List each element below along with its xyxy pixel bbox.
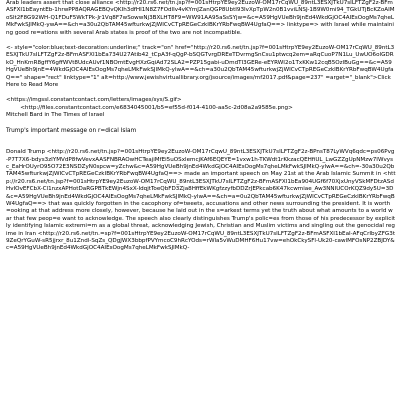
paragraph-image-links-byline: <https://imgssl.constantcontact.com/letters/images/sys/S.gif> <http://files.constantcontact.com/e6834045001/b5=ef55d-f014-4100-aa5c-2d08a2a9585e.png> Mitchell Bard in The Times of Israel xyxy=(6,97,293,119)
article-heading: Trump's important message on r=dical Islam xyxy=(6,127,137,134)
paragraph-read-more-link: <- style="color:blue;text-decoration:underline;" track="on" href="http://r20.rs6.net/tn.jsp?f=001sHtrpYE9ey2EuzoW-OM17rCqWU_89ntL3ESXJTkU7sILFTZgF2z-BFmASFXI1bEa734U27Atib42_tCpA3f-qQgP-bSQGTvrgDREeTDvrmgSnCsu1ptwcq2em=aRqCuoP7N1Lu_UwUO6olGDRkO_HnKrnR8gffY6gffWVt8UdcAUvf1NBOmtEvgHXzGqiAd72SLA2=PZP15gabi-uDmdTI3GERe-eEYRWI2o1TxKKw12cqB5OzlBuGg==&c=A59HgVUeBh9jnE=4WkdGjOC4AIEsOogMs7qheLMkFwkSJlMkQ-ylwA==&ch=a30u2QbTAM45wfturkwjZjWICvCTpREGeCzkIBKrYRbFwqBW4UgfaQ==" shape="rect" linktype="1" alt=http://www.jewishvirtuallibrary.org/jsource/images/mf2017.pdf&page=237" =arget="_blank">Click Here to Read More xyxy=(6,45,395,89)
paragraph-trump-speech: Donald Trump <http://r20.rs6.net/tn.jsp?=001sHtrpYE9ey2EuzoW-OM17rCqwU_89ntL3ESXJTkU7sILFTZgF2z-BPnsT87LyWVq6qdc=ps06Pvg-P7T7X6-bdys3zIYMVdP8fwVevxAASFNBRAOwHCTeajiMfEi5uOSxlemcjKAf6EQEYE=1vxw1h-TKWdt1rKkzacQEHfiUL_LwGZZgUpNMzw7IWvysc_EaHrOUyrO95O72E3NSDZyN0spcw=yZchw&c=A59HgVUeBh9jnEd4WkdGjOC4AIEsOogMs7qheLMkFwkSJlMkQ-ylwA==&ch=-30a30u2QbTAM45wfturkwjZjWICvCTpREGeCzkIBKrYRbFwqBW4UgfaQ==> made an important speech on May 21st at the Arab Islamic Summit in <http://r20.rs6.net/tn.jsp?f=001sHtrpYE9ey2EuzoW-OM17rCqWU_89ntL3ESXJTkU7sILFTZgF2z-BFmASFXI1bEa904UGf6f70XjxUnyVSkMFDtzASdHvIOvEFCbX-Cl1nzxAPHotDaRGPBTkEWjn4SxX-IdqjtToeQbFD3Zja8HffEkWKgfzzyfbDDZrJEPkcab6K47kcwmiae_Aw3NNIUCOrKQZ9dy5U=3D&c=A59HgVUeBh9jnEd4WkdGjOC4AIEsOogMs7qheLMkFwkSJlMkQ-ylwA==&ch=a=0u2QbTAM45wfturkwjZjWICvCTpREGeCzkIBKrYRbFwqBW4UgfaQ==> that was quickly forgotten in the cacophony of=tweets, accusations and other news surrounding the president. It is worth =ooking at that address more closely, however, because he laid out in the s=arkest terms yet the truth about what amounts to a world war that few peop=e want to acknowledge. The speech also clearly distinguishes Trump's polic=es from those of his predecessor by explicitly identifying Islamic extremi=m as a global threat, acknowledging Jewish, Christian and Muslim victims and singling out the genocidal regime in Iran <http://r20.rs6.net/tn.=sp?f=001sHtrpYE9ey2EuzoW-OM17rCqWU_89ntL3ESXJTkU7sILFTZgF2z-BFmASFXI1bEaI-AFqCrIbyZFG3t9ZeQrYGuW-sR5jjrxr_8u1Zndl-SqZs_QDgJWX3bbpfPVYmcoC9hRcYOds=rWla5vWuDMHF6Hu17vw=ehOkCkySFl-Uk20-cawlMFOsNP2ZBJDY&c=A59HgVUeBh9jnEd4WkdGjOC4AIEsOogMs7qheLMkFwkSJlMkQ- xyxy=(6,149,396,252)
paragraph-arab-alliance: Arab leaders assert that close alliance <http://r20.rs6.net/tn.jsp?f=001sHtrpYE9ey2EuzoW-OM17rCqWU_89ntL3ESXJTkU7sILFTZgF2z-BFmASFXI1bEayntEb-1hrwPP8AQRAGEBQvQKIh3dfHI1N8Z7FOdlIv4vKYmJZanQGP8UbtI93IvXpTpW2n0B1vviLNSJ-1B9W0mi94_TGkUTjBcKZoAIMoSlt2F8G92WH-Q1FDuF5WkTPk-Jr1Vq8F7wSowwNj3BXLHT8F9=WW91AA95aSsSYjw=&c=A59HgVUeBh9jnEd4WkdGjOC4AIEsOogMs7qheLMkFwkSJlMkQ-ywA==&ch=a30u2QbTAM45wfturkwjZjWICvCTpREGeCzkIBKrYRbFwqBW4UgfaQ==> linktype=> with Israel while maintaining good re=ations with several Arab states is proof of the two are not incompatible. xyxy=(6,0,395,36)
